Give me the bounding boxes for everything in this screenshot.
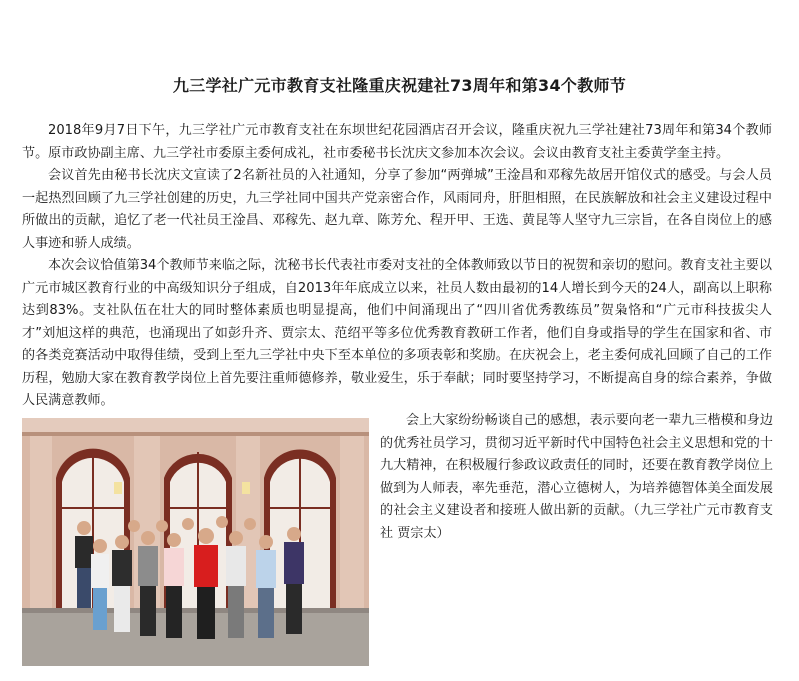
person: [138, 531, 158, 636]
person: [284, 527, 304, 634]
person: [164, 533, 184, 638]
paragraph-1: 2018年9月7日下午，九三学社广元市教育支社在东坝世纪花园酒店召开会议，隆重庆祝九三学社建社73周年和第34个教师节。原市政协副主席、九三学社市委原主委何成礼，社市委秘书长沈庆文参加本次会议。会议由教育支社主委黄学奎主持。: [22, 123, 772, 161]
person: [256, 535, 276, 638]
article-body: [22, 120, 772, 413]
paragraph-4: 会上大家纷纷畅谈自己的感想，表示要向老一辈九三楷模和身边的优秀社员学习，贯彻习近平新时代中国特色社会主义思想和党的十九大精神，在积极履行参政议政责任的同时，还要在教育教学岗位上做到为人师表，率先垂范，潜心立德树人，为培养德智体美全面发展的社会主义建设者和接班人做出新的贡献。（九三学社广元市教育支社 贾宗太）: [380, 413, 773, 541]
paragraph-2: 会议首先由秘书长沈庆文宣读了2名新社员的入社通知，分享了参加“两弹城”王淦昌和邓稼先故居开馆仪式的感受。与会人员一起热烈回顾了九三学社创建的历史，九三学社同中国共产党亲密合作，风雨同舟，肝胆相照，在民族解放和社会主义建设过程中所做出的贡献，追忆了老一代社员王淦昌、邓稼先、赵九章、陈芳允、程开甲、王选、黄昆等人坚守九三宗旨，在各自岗位上的感人事迹和骄人成绩。: [22, 168, 772, 251]
person: [226, 531, 246, 638]
group-photo-illustration: [22, 418, 369, 666]
paragraph-3: 本次会议恰值第34个教师节来临之际，沈秘书长代表社市委对支社的全体教师致以节日的祝贺和亲切的慰问。教育支社主要以广元市城区教育行业的中高级知识分子组成，自2013年年底成立以来，社员人数由最初的14人增长到今天的24人，副高以上职称达到83%。支社队伍在壮大的同时整体素质也明显提高，他们中间涌现出了“四川省优秀教练员”贺枭恪和“广元市科技拔尖人才”刘旭这样的典范，也涌现出了如彭升齐、贾宗太、范绍平等多位优秀教育教研工作者，他们自身或指导的学生在国家和省、市的各类竞赛活动中取得佳绩，受到上至九三学社中央下至本单位的多项表彰和奖励。在庆祝会上，老主委何成礼回顾了自己的工作历程，勉励大家在教育教学岗位上首先要注重师德修养，敬业爱生，乐于奉献；同时要坚持学习，不断提高自身的综合素养，争做人民满意教师。: [22, 258, 772, 408]
closing-paragraph-block: [380, 410, 773, 545]
group-photo: [22, 418, 369, 666]
article-title: 九三学社广元市教育支社隆重庆祝建社73周年和第34个教师节: [172, 75, 627, 95]
